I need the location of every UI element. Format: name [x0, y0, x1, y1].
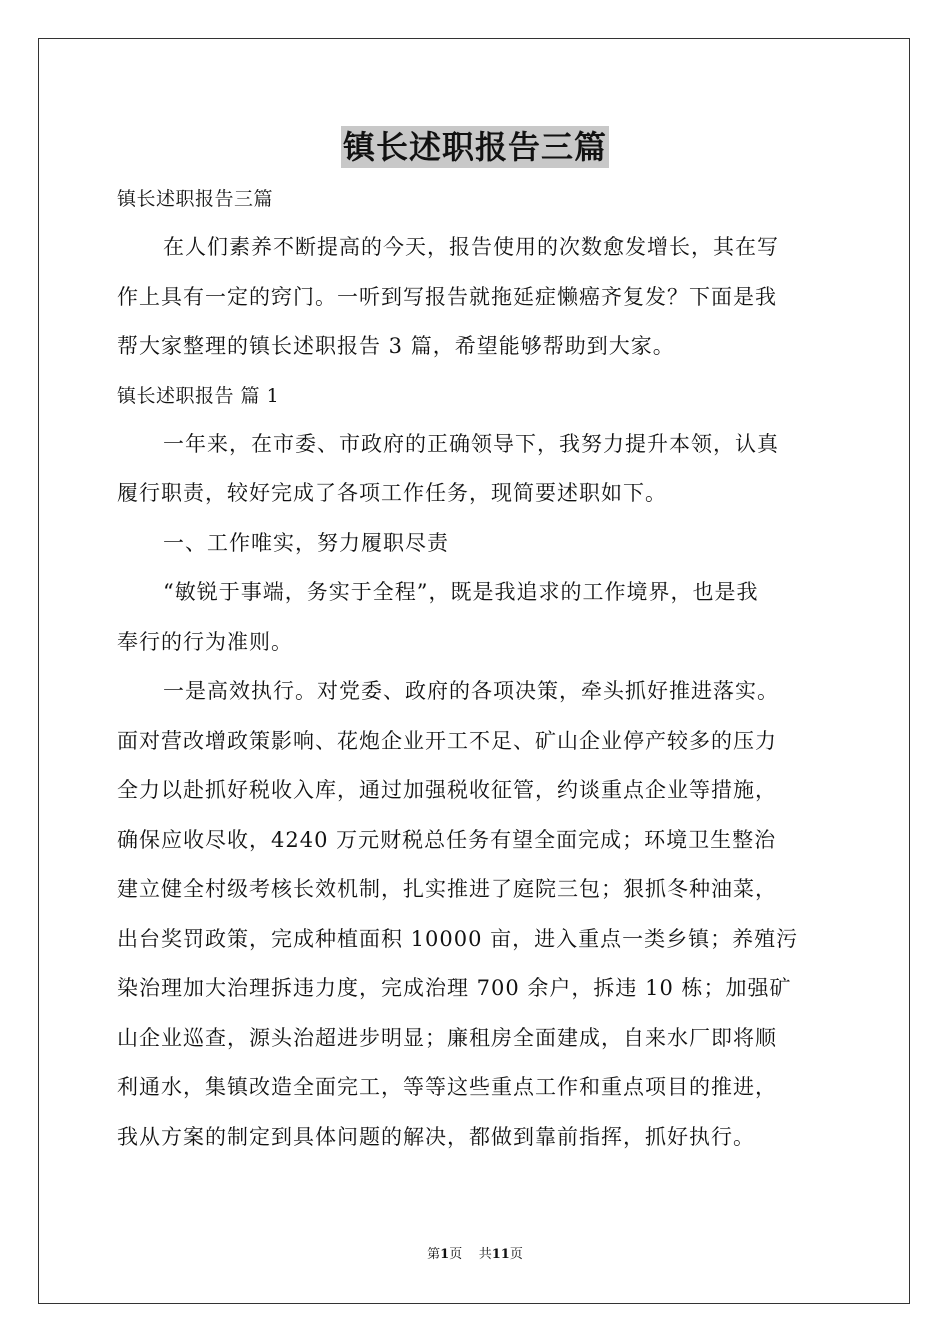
- intro-line: 帮大家整理的镇长述职报告 3 篇，希望能够帮助到大家。: [117, 334, 675, 358]
- document-title: 镇长述职报告三篇: [342, 128, 607, 166]
- paragraph-line: “敏锐于事端，务实于全程”，既是我追求的工作境界，也是我: [163, 580, 759, 604]
- section-heading: 镇长述职报告 篇 1: [117, 384, 280, 407]
- page-prefix: 第: [427, 1247, 441, 1262]
- document-body: [117, 175, 837, 1162]
- paragraph-line: 出台奖罚政策，完成种植面积 10000 亩，进入重点一类乡镇；养殖污: [117, 926, 799, 951]
- paragraph-line: 一是高效执行。对党委、政府的各项决策，牵头抓好推进落实。: [163, 679, 779, 703]
- paragraph-line: 奉行的行为准则。: [117, 629, 293, 654]
- document-subtitle: 镇长述职报告三篇: [117, 188, 274, 210]
- subheading: 一、工作唯实，努力履职尽责: [163, 530, 449, 555]
- paragraph-line: 利通水，集镇改造全面完工，等等这些重点工作和重点项目的推进，: [117, 1075, 777, 1099]
- total-suffix: 页: [509, 1247, 523, 1262]
- paragraph-line: 染治理加大治理拆违力度，完成治理 700 余户，拆违 10 栋；加强矿: [117, 976, 792, 1000]
- paragraph-line: 确保应收尽收，4240 万元财税总任务有望全面完成；环境卫生整治: [117, 827, 777, 852]
- intro-line: 作上具有一定的窍门。一听到写报告就拖延症懒癌齐复发？下面是我: [117, 284, 777, 309]
- total-prefix: 共: [478, 1247, 492, 1262]
- title-container: [0, 126, 950, 168]
- paragraph-line: 一年来，在市委、市政府的正确领导下，我努力提升本领，认真: [163, 431, 779, 456]
- page-number: 1: [440, 1247, 450, 1262]
- paragraph-line: 全力以赴抓好税收入库，通过加强税收征管，约谈重点企业等措施，: [117, 778, 777, 802]
- paragraph-line: 面对营改增政策影响、花炮企业开工不足、矿山企业停产较多的压力: [117, 728, 777, 753]
- paragraph-line: 履行职责，较好完成了各项工作任务，现简要述职如下。: [117, 481, 667, 505]
- paragraph-line: 我从方案的制定到具体问题的解决，都做到靠前指挥，抓好执行。: [117, 1124, 755, 1149]
- page-suffix: 页: [449, 1247, 463, 1262]
- paragraph-line: 山企业巡查，源头治超进步明显；廉租房全面建成，自来水厂即将顺: [117, 1025, 777, 1050]
- intro-line: 在人们素养不断提高的今天，报告使用的次数愈发增长，其在写: [163, 235, 779, 259]
- total-pages: 11: [491, 1247, 510, 1262]
- paragraph-line: 建立健全村级考核长效机制，扎实推进了庭院三包；狠抓冬种油菜，: [117, 877, 777, 901]
- page-footer: [0, 1246, 950, 1264]
